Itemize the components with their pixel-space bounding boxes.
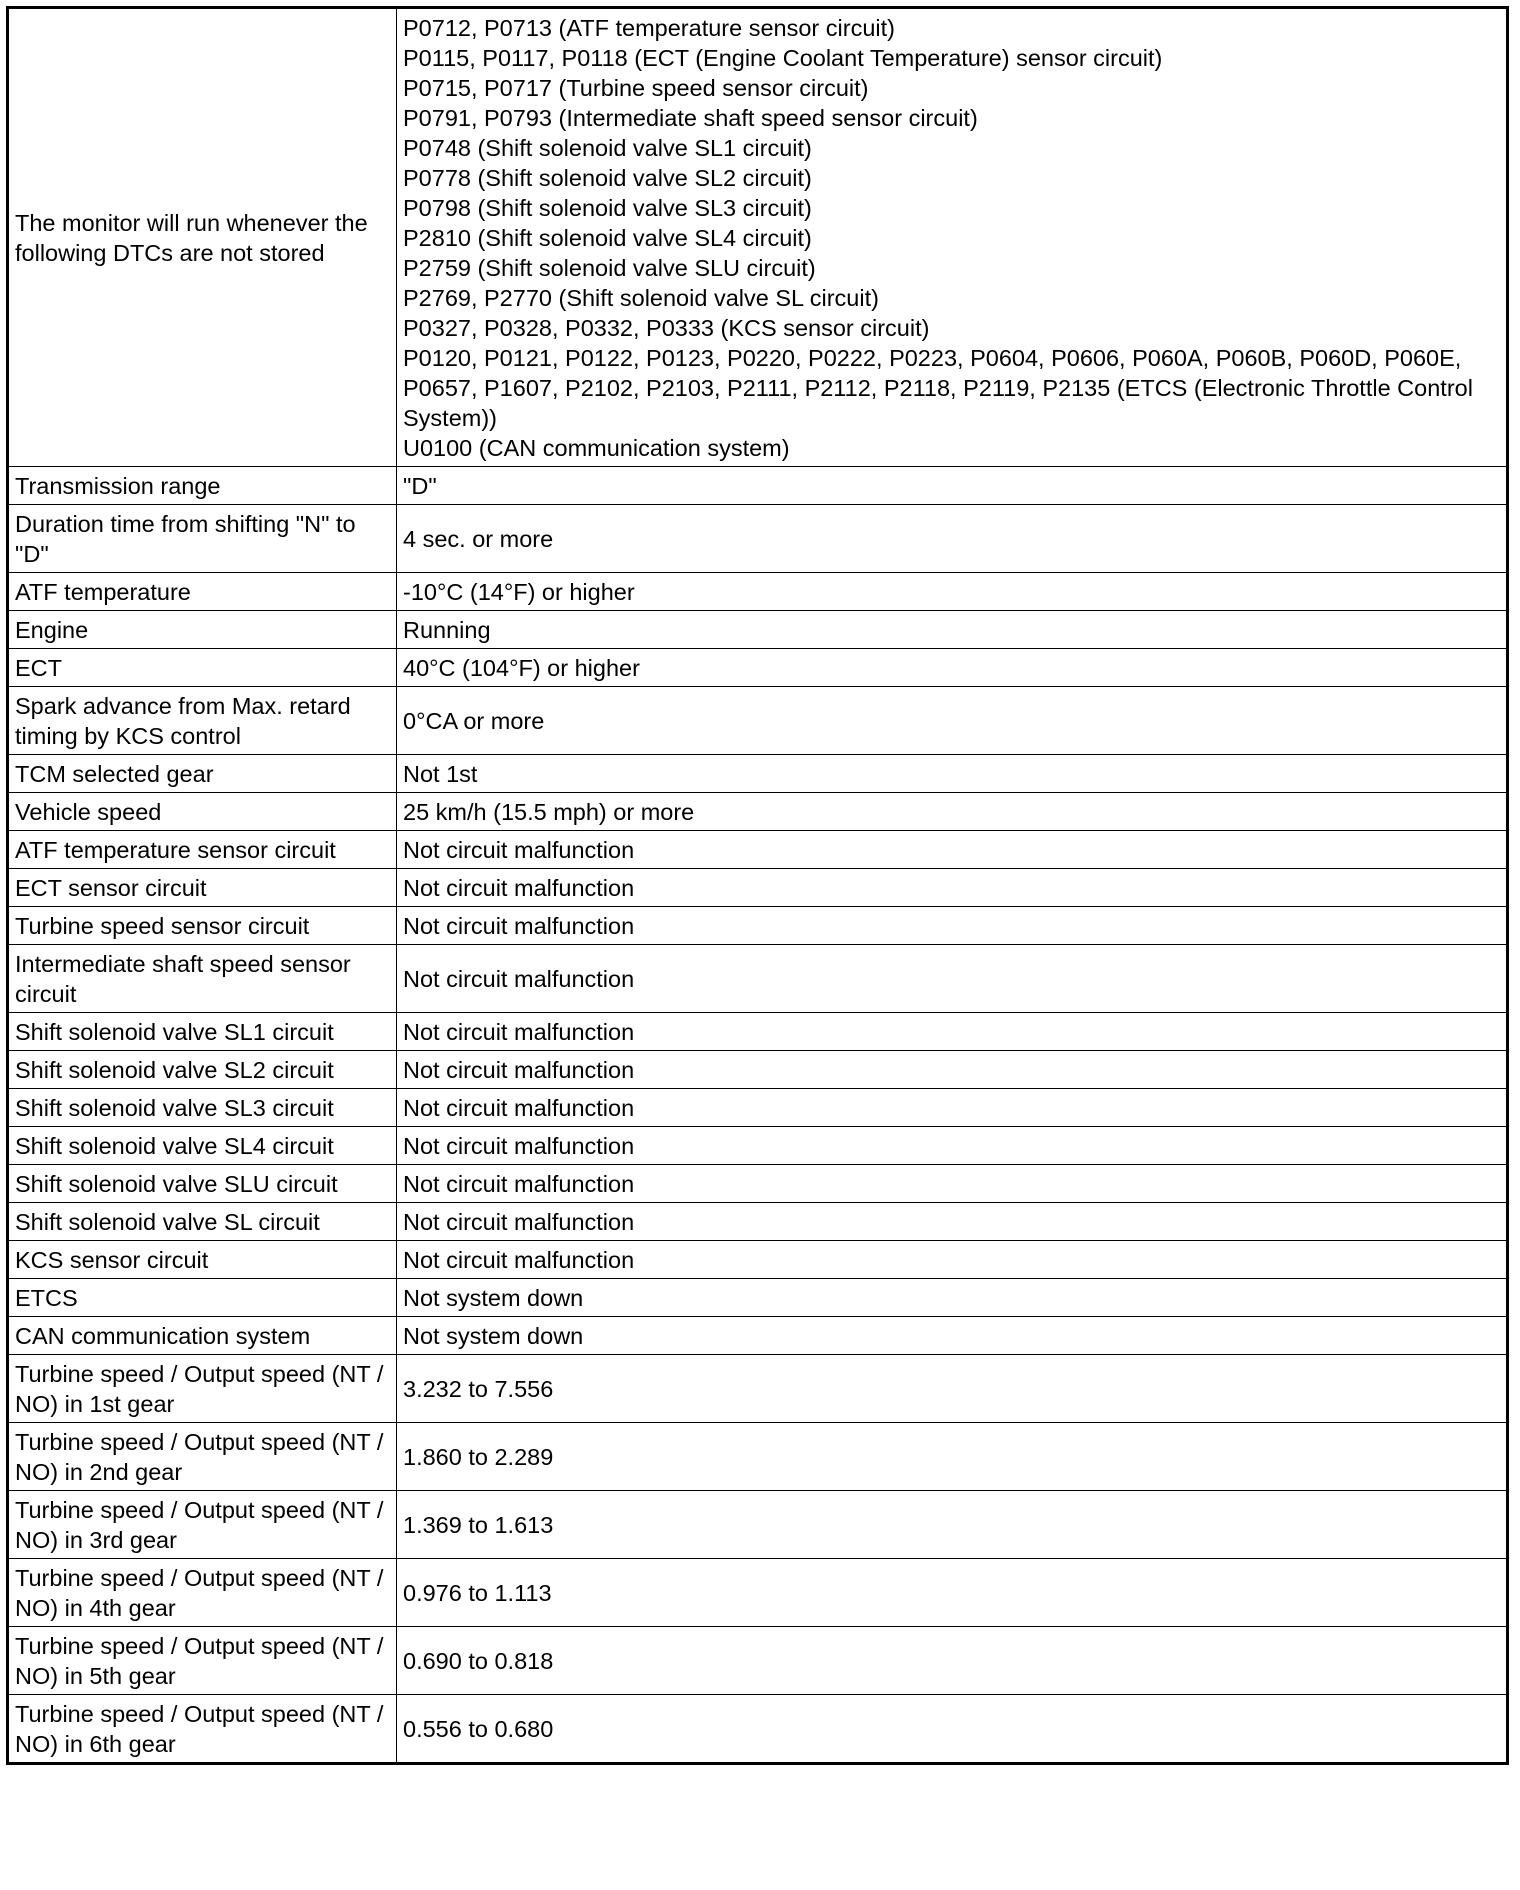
condition-value: Not circuit malfunction [397,831,1508,869]
condition-label: Turbine speed / Output speed (NT / NO) in 3rd gear [8,1491,397,1559]
condition-value: 0°CA or more [397,687,1508,755]
table-row [8,755,1508,793]
table-row [8,1203,1508,1241]
condition-label: Turbine speed sensor circuit [8,907,397,945]
condition-value: Not circuit malfunction [397,1089,1508,1127]
condition-label: ECT [8,649,397,687]
table-row [8,907,1508,945]
condition-label: Engine [8,611,397,649]
condition-value: 1.860 to 2.289 [397,1423,1508,1491]
table-row [8,793,1508,831]
condition-label: Shift solenoid valve SLU circuit [8,1165,397,1203]
condition-label: ETCS [8,1279,397,1317]
dtc-line: P2769, P2770 (Shift solenoid valve SL circuit) [403,285,879,311]
condition-value: Not circuit malfunction [397,907,1508,945]
table-row [8,1627,1508,1695]
condition-value: 0.690 to 0.818 [397,1627,1508,1695]
dtc-row-label: The monitor will run whenever the following DTCs are not stored [8,8,397,467]
condition-value: Not circuit malfunction [397,1165,1508,1203]
condition-value: 25 km/h (15.5 mph) or more [397,793,1508,831]
condition-label: Duration time from shifting "N" to "D" [8,505,397,573]
table-row [8,1491,1508,1559]
condition-label: Transmission range [8,467,397,505]
condition-label: ATF temperature sensor circuit [8,831,397,869]
table-row [8,649,1508,687]
table-row [8,1089,1508,1127]
condition-value: Not circuit malfunction [397,1051,1508,1089]
condition-label: Intermediate shaft speed sensor circuit [8,945,397,1013]
dtc-row [8,8,1508,467]
table-row [8,687,1508,755]
table-row [8,573,1508,611]
dtc-line: P2759 (Shift solenoid valve SLU circuit) [403,255,816,281]
condition-value: "D" [397,467,1508,505]
condition-label: Turbine speed / Output speed (NT / NO) in 6th gear [8,1695,397,1764]
condition-label: Spark advance from Max. retard timing by KCS control [8,687,397,755]
condition-value: 4 sec. or more [397,505,1508,573]
dtc-line: P0748 (Shift solenoid valve SL1 circuit) [403,135,812,161]
condition-label: Shift solenoid valve SL4 circuit [8,1127,397,1165]
condition-value: Not circuit malfunction [397,1127,1508,1165]
table-row [8,1559,1508,1627]
table-row [8,1051,1508,1089]
condition-value: 3.232 to 7.556 [397,1355,1508,1423]
condition-label: Shift solenoid valve SL2 circuit [8,1051,397,1089]
condition-value: -10°C (14°F) or higher [397,573,1508,611]
condition-label: Turbine speed / Output speed (NT / NO) in 4th gear [8,1559,397,1627]
dtc-line: P0715, P0717 (Turbine speed sensor circuit) [403,75,869,101]
dtc-line: P0327, P0328, P0332, P0333 (KCS sensor circuit) [403,315,930,341]
table-row [8,1423,1508,1491]
condition-value: Not circuit malfunction [397,1241,1508,1279]
table-row [8,869,1508,907]
condition-value: Not circuit malfunction [397,869,1508,907]
table-row [8,1279,1508,1317]
table-row [8,1241,1508,1279]
condition-label: TCM selected gear [8,755,397,793]
table-row [8,467,1508,505]
dtc-line: P0120, P0121, P0122, P0123, P0220, P0222, P0223, P0604, P0606, P060A, P060B, P060D, P060E, P0657, P1607, P2102, P2103, P2111, P2112, P2118, P2119, P2135 (ETCS (Electronic Throttle Control System)) [403,345,1473,431]
condition-label: CAN communication system [8,1317,397,1355]
dtc-line: P0712, P0713 (ATF temperature sensor circuit) [403,15,895,41]
condition-value: Not system down [397,1279,1508,1317]
dtc-line: P0778 (Shift solenoid valve SL2 circuit) [403,165,812,191]
dtc-line: P2810 (Shift solenoid valve SL4 circuit) [403,225,812,251]
dtc-line: P0115, P0117, P0118 (ECT (Engine Coolant Temperature) sensor circuit) [403,45,1163,71]
dtc-line: P0791, P0793 (Intermediate shaft speed sensor circuit) [403,105,978,131]
condition-label: Shift solenoid valve SL1 circuit [8,1013,397,1051]
condition-value: Not 1st [397,755,1508,793]
condition-label: Turbine speed / Output speed (NT / NO) in 2nd gear [8,1423,397,1491]
monitor-conditions-table [6,6,1509,1765]
table-row [8,1695,1508,1764]
condition-label: Shift solenoid valve SL circuit [8,1203,397,1241]
condition-label: KCS sensor circuit [8,1241,397,1279]
condition-label: Turbine speed / Output speed (NT / NO) in 5th gear [8,1627,397,1695]
table-row [8,1013,1508,1051]
table-row [8,1127,1508,1165]
condition-value: Not system down [397,1317,1508,1355]
table-row [8,1355,1508,1423]
condition-value: Not circuit malfunction [397,945,1508,1013]
condition-value: 40°C (104°F) or higher [397,649,1508,687]
condition-value: 0.976 to 1.113 [397,1559,1508,1627]
condition-label: Vehicle speed [8,793,397,831]
dtc-list-cell [397,8,1508,467]
table-row [8,1317,1508,1355]
condition-label: Turbine speed / Output speed (NT / NO) in 1st gear [8,1355,397,1423]
table-row [8,831,1508,869]
table-row [8,945,1508,1013]
table-row [8,505,1508,573]
table-body [8,8,1508,1764]
condition-label: Shift solenoid valve SL3 circuit [8,1089,397,1127]
condition-value: Not circuit malfunction [397,1203,1508,1241]
condition-label: ECT sensor circuit [8,869,397,907]
table-row [8,611,1508,649]
document-page [6,6,1509,1765]
condition-value: Running [397,611,1508,649]
condition-value: Not circuit malfunction [397,1013,1508,1051]
condition-value: 0.556 to 0.680 [397,1695,1508,1764]
dtc-line: U0100 (CAN communication system) [403,435,790,461]
condition-value: 1.369 to 1.613 [397,1491,1508,1559]
table-row [8,1165,1508,1203]
dtc-line: P0798 (Shift solenoid valve SL3 circuit) [403,195,812,221]
condition-label: ATF temperature [8,573,397,611]
